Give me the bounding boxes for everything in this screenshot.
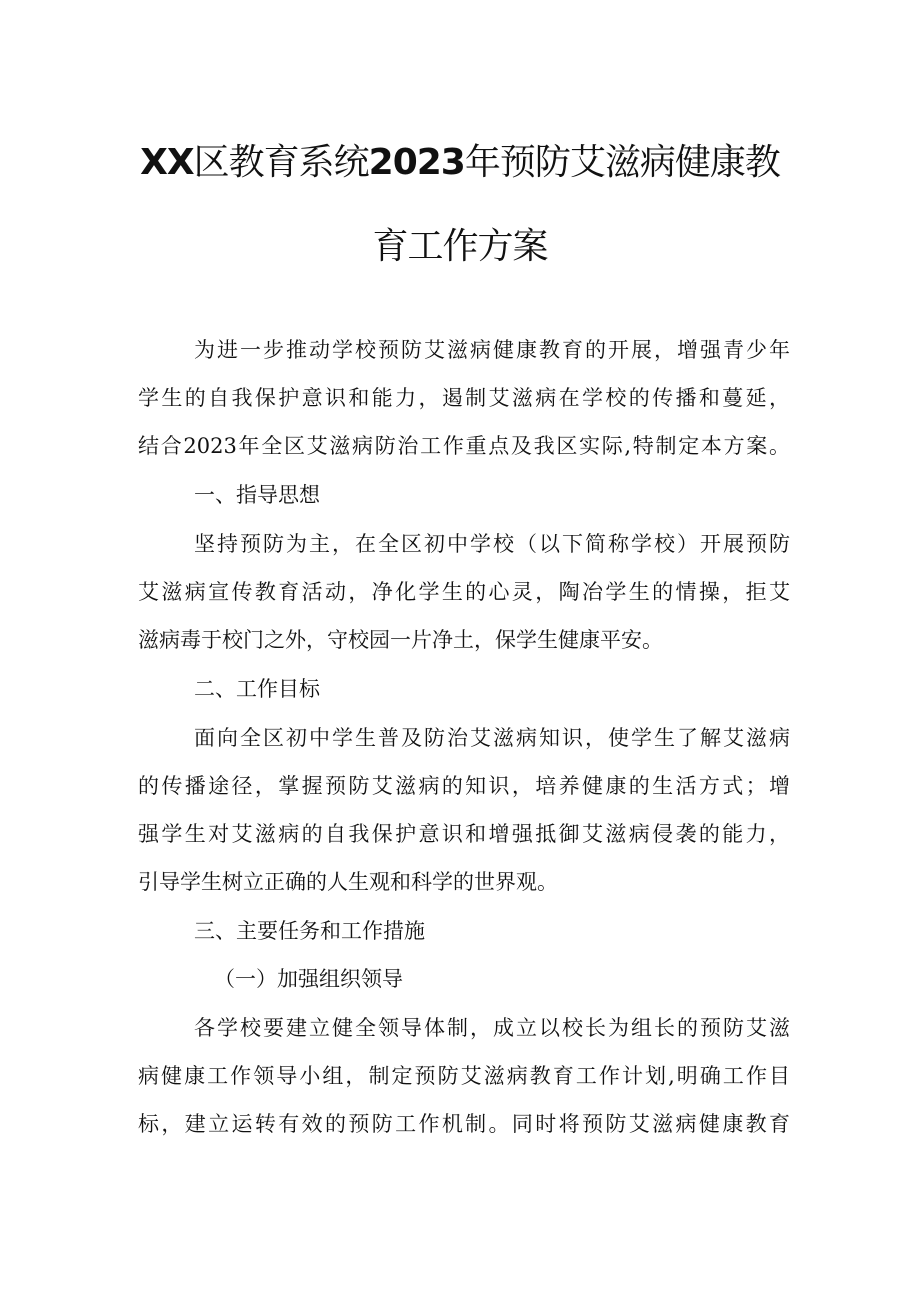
paragraph-line-1: 为进一步推动学校预防艾滋病健康教育的开展，增强青少年 [194, 338, 790, 362]
paragraph-line-12: 病健康工作领导小组，制定预防艾滋病教育工作计划,明确工作目 [138, 1064, 790, 1088]
section-heading-2: 二、工作目标 [194, 677, 320, 701]
paragraph-line-5: 艾滋病宣传教育活动，净化学生的心灵，陶冶学生的情操，拒艾 [138, 580, 790, 604]
paragraph-line-9: 强学生对艾滋病的自我保护意识和增强抵御艾滋病侵袭的能力， [138, 822, 790, 846]
paragraph-line-6: 滋病毒于校门之外，守校园一片净土，保学生健康平安。 [138, 628, 663, 652]
paragraph-line-8: 的传播途径，掌握预防艾滋病的知识，培养健康的生活方式；增 [138, 774, 790, 798]
paragraph-line-2: 学生的自我保护意识和能力，遏制艾滋病在学校的传播和蔓延， [138, 386, 790, 410]
paragraph-line-4: 坚持预防为主，在全区初中学校（以下简称学校）开展预防 [194, 532, 790, 556]
document-title-line-1 [120, 143, 800, 183]
title-middle: 区教育系统 [193, 142, 369, 183]
document-title-line-2: 育工作方案 [372, 226, 548, 267]
title-suffix: 年预防艾滋病健康教 [464, 142, 780, 183]
subsection-heading-1: （一）加强组织领导 [214, 967, 403, 991]
title-year: 2023 [368, 142, 465, 183]
paragraph-line-7: 面向全区初中学生普及防治艾滋病知识，使学生了解艾滋病 [194, 726, 790, 750]
title-prefix: XX [140, 142, 194, 183]
paragraph-line-3: 结合2023年全区艾滋病防治工作重点及我区实际,特制定本方案。 [138, 434, 790, 458]
paragraph-line-13: 标，建立运转有效的预防工作机制。同时将预防艾滋病健康教育 [138, 1112, 790, 1136]
paragraph-line-10: 引导学生树立正确的人生观和科学的世界观。 [138, 870, 558, 894]
section-heading-1: 一、指导思想 [194, 483, 320, 507]
section-heading-3: 三、主要任务和工作措施 [194, 919, 425, 943]
paragraph-line-11: 各学校要建立健全领导体制，成立以校长为组长的预防艾滋 [194, 1016, 790, 1040]
